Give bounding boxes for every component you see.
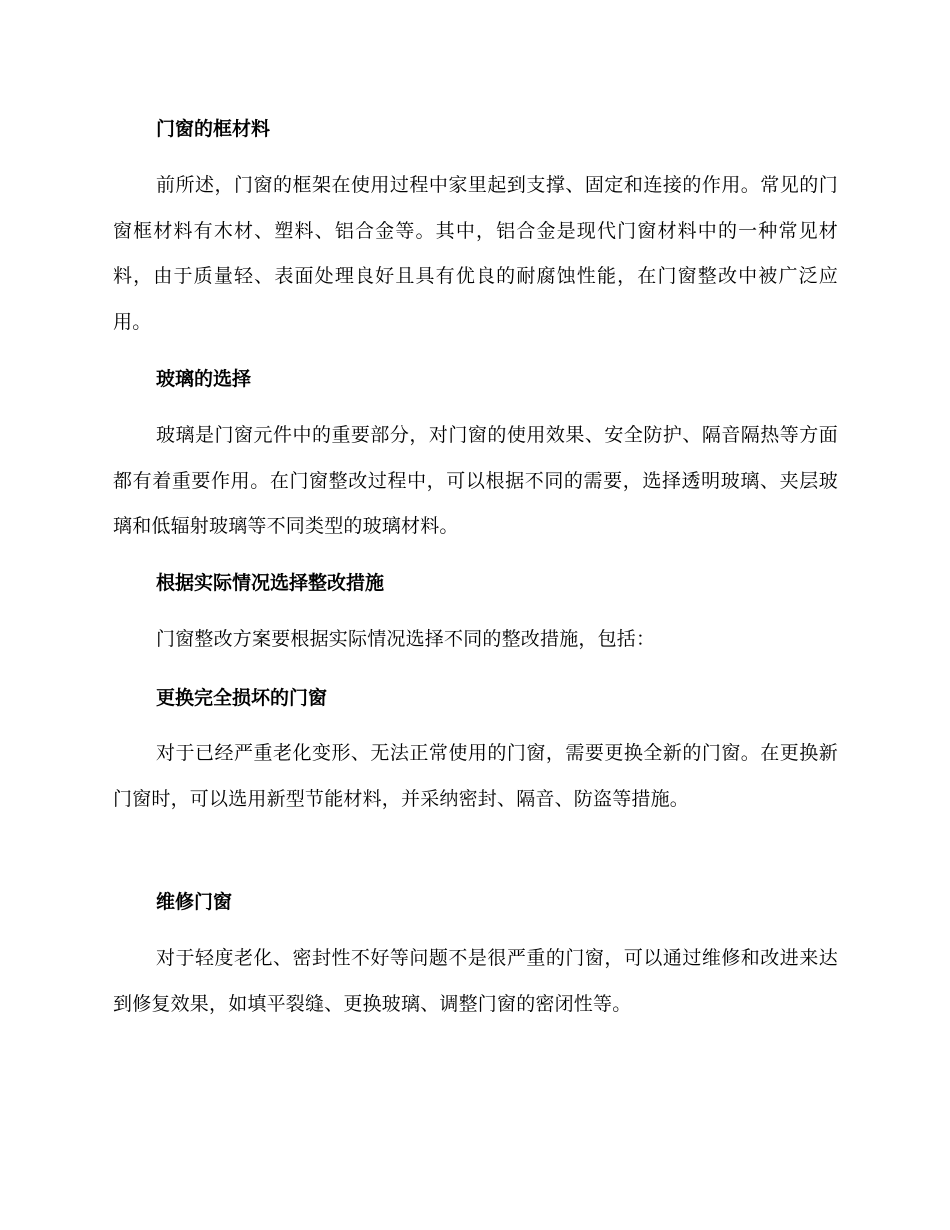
section-heading-choose-measures: 根据实际情况选择整改措施 <box>156 572 385 594</box>
section-heading-glass-selection: 玻璃的选择 <box>156 368 252 390</box>
section-body-choose-measures: 门窗整改方案要根据实际情况选择不同的整改措施，包括： <box>156 628 656 650</box>
section-body-glass-selection: 玻璃是门窗元件中的重要部分，对门窗的使用效果、安全防护、隔音隔热等方面都有着重要作用。在门窗整改过程中，可以根据不同的需要，选择透明玻璃、夹层玻璃和低辐射玻璃等不同类型的玻璃材料。 <box>113 424 838 537</box>
section-body-replace-damaged: 对于已经严重老化变形、无法正常使用的门窗，需要更换全新的门窗。在更换新门窗时，可以选用新型节能材料，并采纳密封、隔音、防盗等措施。 <box>113 742 838 810</box>
section-heading-frame-material: 门窗的框材料 <box>156 118 271 140</box>
section-body-repair-windows: 对于轻度老化、密封性不好等问题不是很严重的门窗，可以通过维修和改进来达到修复效果，如填平裂缝、更换玻璃、调整门窗的密闭性等。 <box>113 947 838 1015</box>
section-heading-repair-windows: 维修门窗 <box>156 891 233 913</box>
section-body-frame-material: 前所述，门窗的框架在使用过程中家里起到支撑、固定和连接的作用。常见的门窗框材料有木材、塑料、铝合金等。其中，铝合金是现代门窗材料中的一种常见材料，由于质量轻、表面处理良好且具有优良的耐腐蚀性能，在门窗整改中被广泛应用。 <box>113 174 838 333</box>
section-heading-replace-damaged: 更换完全损坏的门窗 <box>156 687 328 709</box>
